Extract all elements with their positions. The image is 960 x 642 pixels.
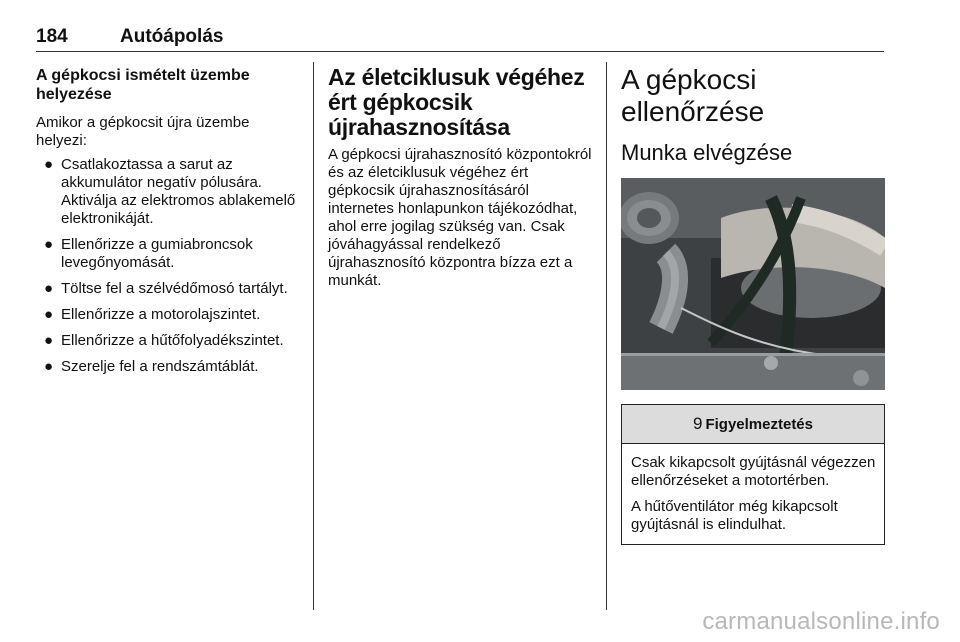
inspection-title: A gépkocsi ellenőrzése xyxy=(621,64,765,127)
engine-bay-photo xyxy=(621,178,885,390)
column-recycling xyxy=(328,62,594,290)
header-rule xyxy=(36,51,884,52)
recycling-body: A gépkocsi újrahasznosító központokról és az életciklusuk végéhez ért gépkocsik újrahasznosításáról internetes honlapunkon tájékozódhat, ahol erre jogilag szükség van. Csak jóváhagyással rendelkező újrahasznosító központra bízza ezt a munkát. xyxy=(328,146,592,289)
reactivation-heading: A gépkocsi ismételt üzembe helyezése xyxy=(36,67,250,103)
inspection-subtitle: Munka elvégzése xyxy=(621,140,793,165)
list-item: ● Töltse fel a szélvédőmosó tartályt. xyxy=(44,280,288,297)
list-item: ● Szerelje fel a rendszámtáblát. xyxy=(44,358,259,375)
bullet-icon: ● xyxy=(44,156,54,173)
reactivation-list xyxy=(36,156,298,376)
warning-header xyxy=(622,405,884,444)
section-title: Autóápolás xyxy=(120,26,224,47)
warning-paragraph: A hűtőventilátor még kikapcsolt gyújtásnál is elindulhat. xyxy=(631,498,838,533)
bullet-icon: ● xyxy=(44,332,54,349)
bullet-icon: ● xyxy=(44,306,54,323)
column-divider xyxy=(606,62,607,610)
warning-body xyxy=(622,444,884,544)
watermark: carmanualsonline.info xyxy=(702,608,940,635)
warning-paragraph: Csak kikapcsolt gyújtásnál végezzen ellenőrzéseket a motortérben. xyxy=(631,454,876,489)
bullet-icon: ● xyxy=(44,236,54,253)
column-divider xyxy=(313,62,314,610)
column-inspection xyxy=(621,62,885,545)
recycling-heading: Az életciklusuk végéhez ért gépkocsik újrahasznosítása xyxy=(328,64,585,140)
warning-icon: 9 xyxy=(692,414,703,433)
page-number: 184 xyxy=(36,26,68,47)
bullet-icon: ● xyxy=(44,280,54,297)
list-item: ● Ellenőrizze a motorolajszintet. xyxy=(44,306,261,323)
warning-title: Figyelmeztetés xyxy=(705,415,813,433)
list-item: ● Ellenőrizze a hűtőfolyadékszintet. xyxy=(44,332,284,349)
column-reactivation xyxy=(36,62,298,384)
list-item: ● Csatlakoztassa a sarut az akkumulátor negatív pólusára. Aktiválja az elektromos ablakemelő elektronikáját. xyxy=(44,156,296,227)
reactivation-intro: Amikor a gépkocsit újra üzembe helyezi: xyxy=(36,114,250,149)
warning-box xyxy=(621,404,885,545)
list-item: ● Ellenőrizze a gumiabroncsok levegőnyomását. xyxy=(44,236,253,271)
bullet-icon: ● xyxy=(44,358,54,375)
page-header xyxy=(36,26,884,50)
